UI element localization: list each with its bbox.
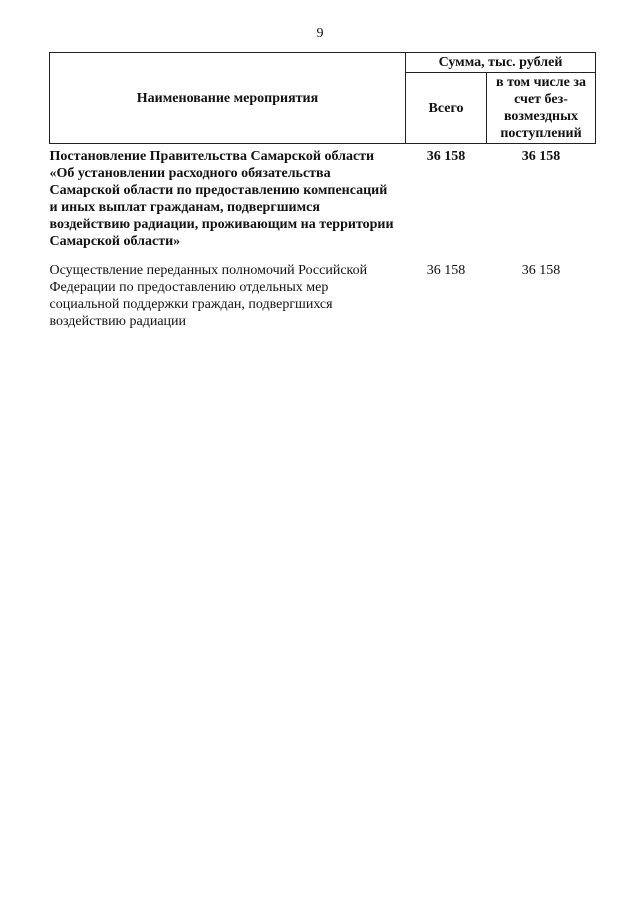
row-free: 36 158 [521, 149, 561, 164]
table-header-row [50, 53, 596, 73]
column-header-sum: Сумма, тыс. рублей [406, 53, 596, 73]
expenditure-table [49, 52, 596, 330]
row-total: 36 158 [426, 263, 466, 278]
table-row [50, 262, 596, 330]
row-name: Осуществление переданных полномочий Российской Федерации по предоставлению отдельных мер социальной поддержки граждан, подвергшихся воздействию радиации [49, 263, 368, 329]
row-free: 36 158 [521, 263, 561, 278]
page-number: 9 [316, 26, 324, 41]
column-header-total: Всего [406, 73, 487, 144]
row-name: Постановление Правительства Самарской области «Об установлении расходного обязательства Самарской области по предоставлению компенсаций и иных выплат гражданам, подвергшимся воздействию радиации, проживающим на территории Самарской области» [49, 149, 394, 249]
table-row [50, 144, 596, 263]
row-total: 36 158 [426, 149, 466, 164]
column-header-free: в том числе за счет без-возмездных поступлений [487, 73, 596, 144]
column-header-name: Наименование мероприятия [50, 53, 406, 144]
